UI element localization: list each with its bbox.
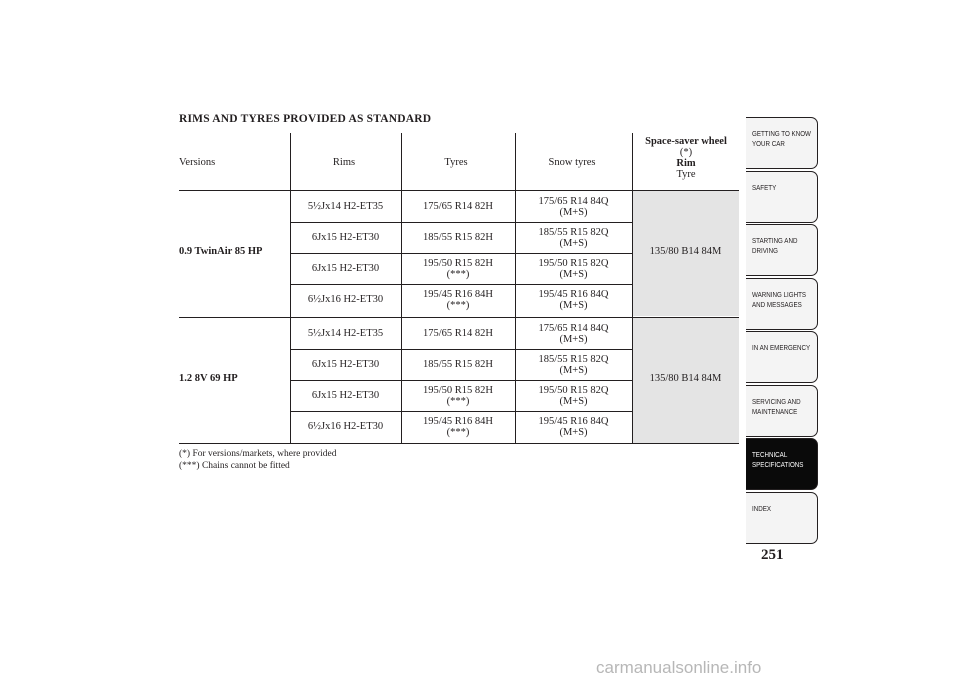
footnote-2: (***) Chains cannot be fitted [179,461,290,471]
snow-tyre-note: (M+S) [559,395,588,407]
rim-cell: 6½Jx16 H2-ET30 [307,294,384,305]
rim-cell: 6Jx15 H2-ET30 [311,263,380,274]
rim-cell: 6½Jx16 H2-ET30 [307,421,384,432]
chapter-tab-label-line1: SERVICING AND [752,396,801,406]
tyre-note: (***) [446,395,470,407]
page-title: RIMS AND TYRES PROVIDED AS STANDARD [179,113,432,125]
chapter-tab[interactable] [746,331,818,383]
header-tyres: Tyres [444,157,468,168]
tyre-size: 195/45 R16 84H [422,415,493,427]
version-label: 1.2 8V 69 HP [179,373,238,384]
chapter-tab-label [752,504,801,514]
tyre-size: 175/65 R14 82H [422,328,493,339]
snow-tyre-note: (M+S) [559,333,588,345]
snow-tyre-note: (M+S) [559,206,588,218]
snow-tyre-cell [515,350,632,379]
chapter-tab-label [752,397,801,417]
chapter-tab-label [752,236,801,256]
chapter-tab[interactable] [746,171,818,223]
chapter-tab-label [752,129,811,149]
tyre-note: (***) [446,268,470,280]
tyre-note: (***) [446,299,470,311]
rim-cell: 6Jx15 H2-ET30 [311,390,380,401]
tyre-size: 195/50 R15 82H [422,257,493,269]
snow-tyre-size: 195/50 R15 82Q [538,257,609,269]
chapter-tab-label-line2: DRIVING [752,246,778,255]
chapter-tab-label-line1: STARTING AND [752,236,798,245]
chapter-tab[interactable] [746,278,818,330]
chapter-tab[interactable] [746,385,818,437]
snow-tyre-note: (M+S) [559,426,588,438]
tyre-size: 185/55 R15 82H [422,359,493,370]
tyre-cell [401,350,515,379]
tyre-cell [401,412,515,441]
chapter-tab-label [752,289,807,310]
chapter-tab-label [752,343,811,353]
spare-wheel-value: 135/80 B14 84M [649,245,722,257]
chapter-tab-label-line1: IN AN EMERGENCY [752,343,811,352]
snow-tyre-cell [515,381,632,410]
tyre-size: 175/65 R14 82H [422,201,493,212]
tyre-cell [401,254,515,283]
chapter-tab-label [752,450,804,470]
chapter-tab-label-line2: MAINTENANCE [752,406,798,416]
chapter-tab-label-line2: AND MESSAGES [752,299,802,309]
snow-tyre-size: 195/45 R16 84Q [538,415,609,427]
snow-tyre-note: (M+S) [559,299,588,311]
snow-tyre-cell [515,254,632,283]
tyre-size: 195/50 R15 82H [422,384,493,396]
snow-tyre-note: (M+S) [559,237,588,249]
chapter-tab[interactable] [746,492,818,544]
header-rims: Rims [332,157,356,168]
spare-wheel-value: 135/80 B14 84M [649,372,722,384]
snow-tyre-cell [515,319,632,348]
table-bottom-rule [179,443,739,444]
column-divider [632,133,633,443]
snow-tyre-note: (M+S) [559,268,588,280]
header-spare-line4: Tyre [676,169,696,180]
chapter-tab[interactable] [746,224,818,276]
tyre-size: 195/45 R16 84H [422,288,493,300]
snow-tyre-note: (M+S) [559,364,588,376]
chapter-tab-label-line1: TECHNICAL [752,450,788,459]
header-spare-line1: Space-saver wheel [645,136,727,147]
footnote-1: (*) For versions/markets, where provided [179,449,337,459]
header-spare-line2: (*) [679,147,693,158]
rim-cell: 6Jx15 H2-ET30 [311,359,380,370]
watermark: carmanualsonline.info [596,658,762,677]
version-label: 0.9 TwinAir 85 HP [179,246,263,257]
snow-tyre-cell [515,223,632,252]
tyre-cell [401,319,515,348]
snow-tyre-size: 185/55 R15 82Q [538,353,609,365]
tyre-cell [401,381,515,410]
snow-tyre-size: 195/50 R15 82Q [538,384,609,396]
chapter-tab-label-line1: GETTING TO KNOW [752,129,811,138]
chapter-tab[interactable] [746,117,818,169]
chapter-tab-label-line1: SAFETY [752,182,777,192]
chapter-tab-label-line1: INDEX [752,503,772,513]
chapter-tab-label-line2: YOUR CAR [752,139,785,148]
snow-tyre-cell [515,285,632,314]
rim-cell: 6Jx15 H2-ET30 [311,232,380,243]
page-number: 251 [761,547,784,563]
snow-tyre-size: 185/55 R15 82Q [538,226,609,238]
header-spare-wheel [632,136,740,180]
tyre-cell [401,192,515,221]
snow-tyre-cell [515,412,632,441]
chapter-tab-label [752,183,801,193]
tyre-cell [401,285,515,314]
tyre-note: (***) [446,426,470,438]
chapter-tab-label-line1: WARNING LIGHTS [752,289,807,299]
header-spare-line3: Rim [676,158,696,169]
header-rule [179,190,739,191]
rim-cell: 5½Jx14 H2-ET35 [307,201,384,212]
chapter-tab[interactable] [746,438,818,490]
tyre-cell [401,223,515,252]
tyre-size: 185/55 R15 82H [422,232,493,243]
snow-tyre-cell [515,192,632,221]
chapter-tab-label-line2: SPECIFICATIONS [752,460,804,469]
snow-tyre-size: 195/45 R16 84Q [538,288,609,300]
header-snow-tyres: Snow tyres [548,157,596,168]
header-versions: Versions [179,157,216,168]
rim-cell: 5½Jx14 H2-ET35 [307,328,384,339]
group-rule [179,317,739,318]
snow-tyre-size: 175/65 R14 84Q [538,195,609,207]
snow-tyre-size: 175/65 R14 84Q [538,322,609,334]
